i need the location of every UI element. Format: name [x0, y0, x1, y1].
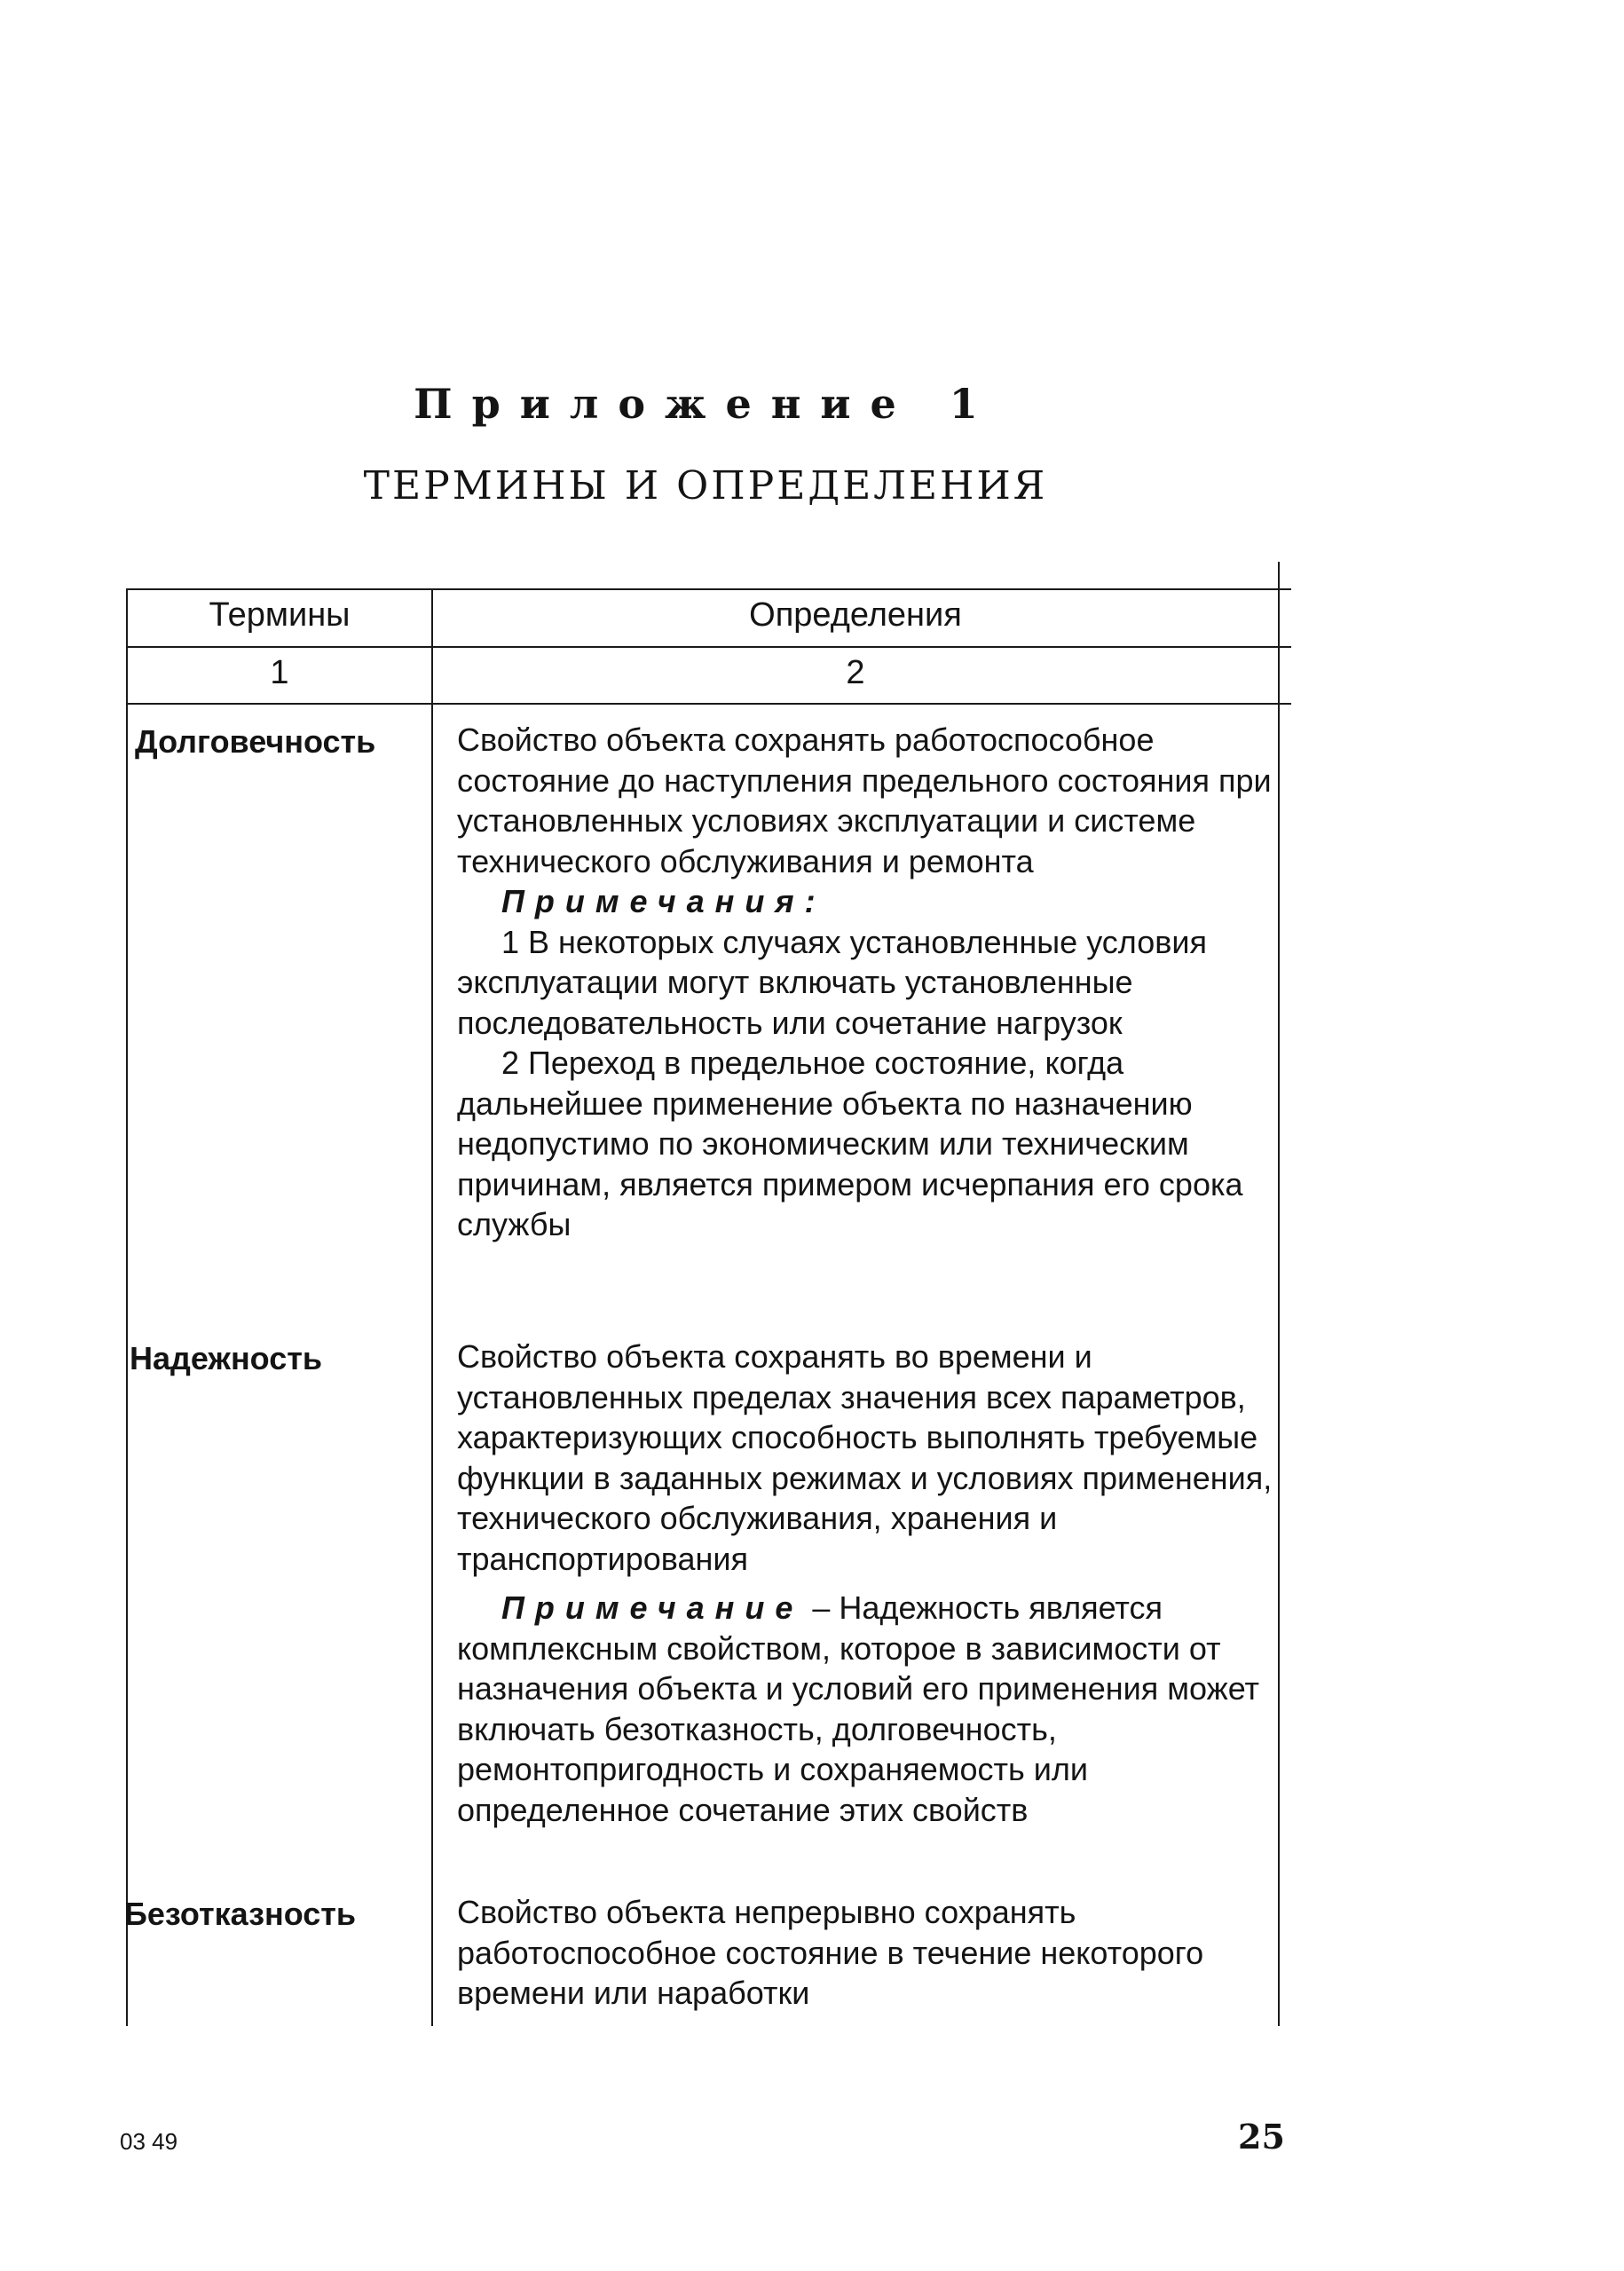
page-number: 25: [1238, 2117, 1285, 2157]
note-text: – Надежность является комплексным свойством, которое в зависимости от назначения объекта и условий его применения может включать безотказность, долговечность, ремонтопригодность и сохраняемость или определенное сочетание этих свойств: [457, 1589, 1260, 1828]
column-number-1: 1: [270, 654, 289, 691]
definition-reliability: [457, 1337, 1282, 1830]
note-item: 1 В некоторых случаях установленные условия эксплуатации могут включать установленные последовательность или сочетание нагрузок: [457, 923, 1207, 1041]
notes-label: Примечания:: [501, 883, 826, 919]
appendix-label: Приложение 1: [414, 380, 997, 428]
number-row-divider: [126, 703, 1291, 705]
term-reliability: Надежность: [130, 1340, 322, 1376]
table-left-border: [126, 588, 128, 2026]
note-item: 2 Переход в предельное состояние, когда дальнейшее применение объекта по назначению недопустимо по экономическим или техническим причинам, является примером исчерпания его срока службы: [457, 1045, 1243, 1242]
term-durability: Долговечность: [135, 723, 376, 760]
note-label: Примечание: [501, 1589, 804, 1626]
definition-failure-free-operation: [457, 1892, 1282, 2014]
definition-durability: [457, 720, 1282, 1245]
definition-text: Свойство объекта сохранять во времени и установленных пределах значения всех параметров, характеризующих способность выполнять требуемые функции в заданных режимах и условиях применения, технического обслуживания, хранения и транспортирования: [457, 1338, 1273, 1577]
document-code: 03 49: [120, 2128, 178, 2155]
table-top-border: [126, 588, 1291, 590]
column-divider: [431, 588, 433, 2026]
definition-text: Свойство объекта непрерывно сохранять работоспособное состояние в течение некоторого времени или наработки: [457, 1894, 1204, 2011]
term-failure-free-operation: Безотказность: [124, 1896, 357, 1932]
column-header-definitions: Определения: [749, 596, 962, 634]
header-divider: [126, 646, 1291, 648]
page-title: ТЕРМИНЫ И ОПРЕДЕЛЕНИЯ: [363, 463, 1048, 509]
definition-text: Свойство объекта сохранять работоспособное состояние до наступления предельного состояния при установленных условиях эксплуатации и системе технического обслуживания и ремонта: [457, 722, 1272, 879]
column-header-terms: Термины: [209, 596, 351, 634]
column-number-2: 2: [846, 654, 865, 691]
